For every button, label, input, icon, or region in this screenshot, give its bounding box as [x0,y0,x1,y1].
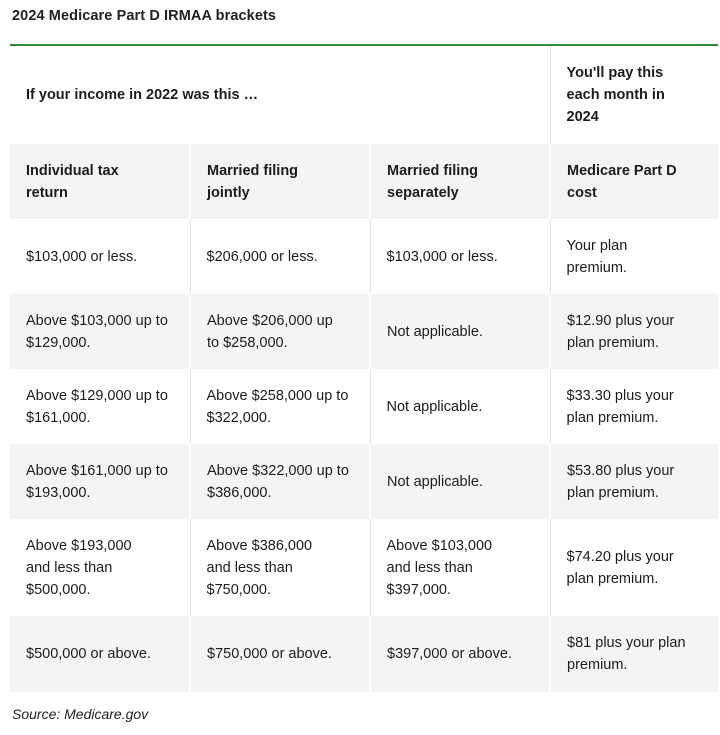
column-header-individual [10,144,190,219]
cell-individual [10,294,190,369]
column-header-joint [190,144,370,219]
column-header-individual-text: Individual tax return [26,162,119,201]
table-title: 2024 Medicare Part D IRMAA brackets [12,8,277,24]
cell-joint: $750,000 or above. [190,616,370,692]
table-row [10,294,718,369]
table-column-header-row [10,144,718,219]
cell-individual: $500,000 or above. [10,616,190,692]
cell-individual-text: Above $193,000 and less than $500,000. [26,537,132,598]
cell-individual [10,369,190,444]
cell-joint-text: Above $322,000 up to $386,000. [207,462,349,501]
cell-joint-text: Above $386,000 and less than $750,000. [206,537,313,598]
column-header-part-d-cost [550,144,718,219]
cell-cost-text: $74.20 plus your plan premium. [566,548,674,587]
table-row [10,444,718,519]
column-header-separate-text: Married filing separately [387,162,479,201]
cell-cost-text: $33.30 plus your plan premium. [566,387,674,426]
monthly-pay-header [550,46,718,144]
cell-separate: $397,000 or above. [370,616,550,692]
table-row [10,219,718,294]
cell-cost-text: $53.80 plus your plan premium. [567,462,675,501]
cell-joint [190,294,370,369]
cell-separate [370,519,550,616]
cell-individual [10,519,190,616]
cell-cost [550,616,718,692]
cell-cost [550,369,718,444]
income-header: If your income in 2022 was this … [10,46,550,144]
cell-joint: $206,000 or less. [190,219,370,294]
column-header-joint-text: Married filing jointly [207,162,299,201]
cell-joint-text: Above $258,000 up to $322,000. [206,387,349,426]
cell-individual-text: Above $129,000 up to $161,000. [26,387,168,426]
cell-separate: Not applicable. [370,444,550,519]
table-header-row-top [10,46,718,144]
cell-cost-text: $12.90 plus your plan premium. [567,312,675,351]
monthly-pay-header-text: You'll pay this each month in 2024 [566,65,665,125]
cell-cost-text: $81 plus your plan premium. [567,635,686,673]
cell-separate: Not applicable. [370,369,550,444]
column-header-separate [370,144,550,219]
cell-joint [190,369,370,444]
cell-separate: $103,000 or less. [370,219,550,294]
cell-cost [550,219,718,294]
cell-cost [550,294,718,369]
cell-cost [550,519,718,616]
cell-separate: Not applicable. [370,294,550,369]
cell-cost-text: Your plan premium. [566,237,628,276]
irmaa-table [10,46,718,692]
cell-joint-text: Above $206,000 up to $258,000. [207,312,333,351]
table-row [10,369,718,444]
cell-separate-text: Above $103,000 and less than $397,000. [386,537,493,598]
cell-joint [190,519,370,616]
table-row [10,519,718,616]
cell-individual-text: Above $103,000 up to $129,000. [26,312,168,351]
cell-individual: $103,000 or less. [10,219,190,294]
cell-individual [10,444,190,519]
source-note: Source: Medicare.gov [12,706,149,722]
cell-cost [550,444,718,519]
cell-individual-text: Above $161,000 up to $193,000. [26,462,168,501]
table-row [10,616,718,692]
cell-joint [190,444,370,519]
column-header-part-d-cost-text: Medicare Part D cost [567,162,677,201]
